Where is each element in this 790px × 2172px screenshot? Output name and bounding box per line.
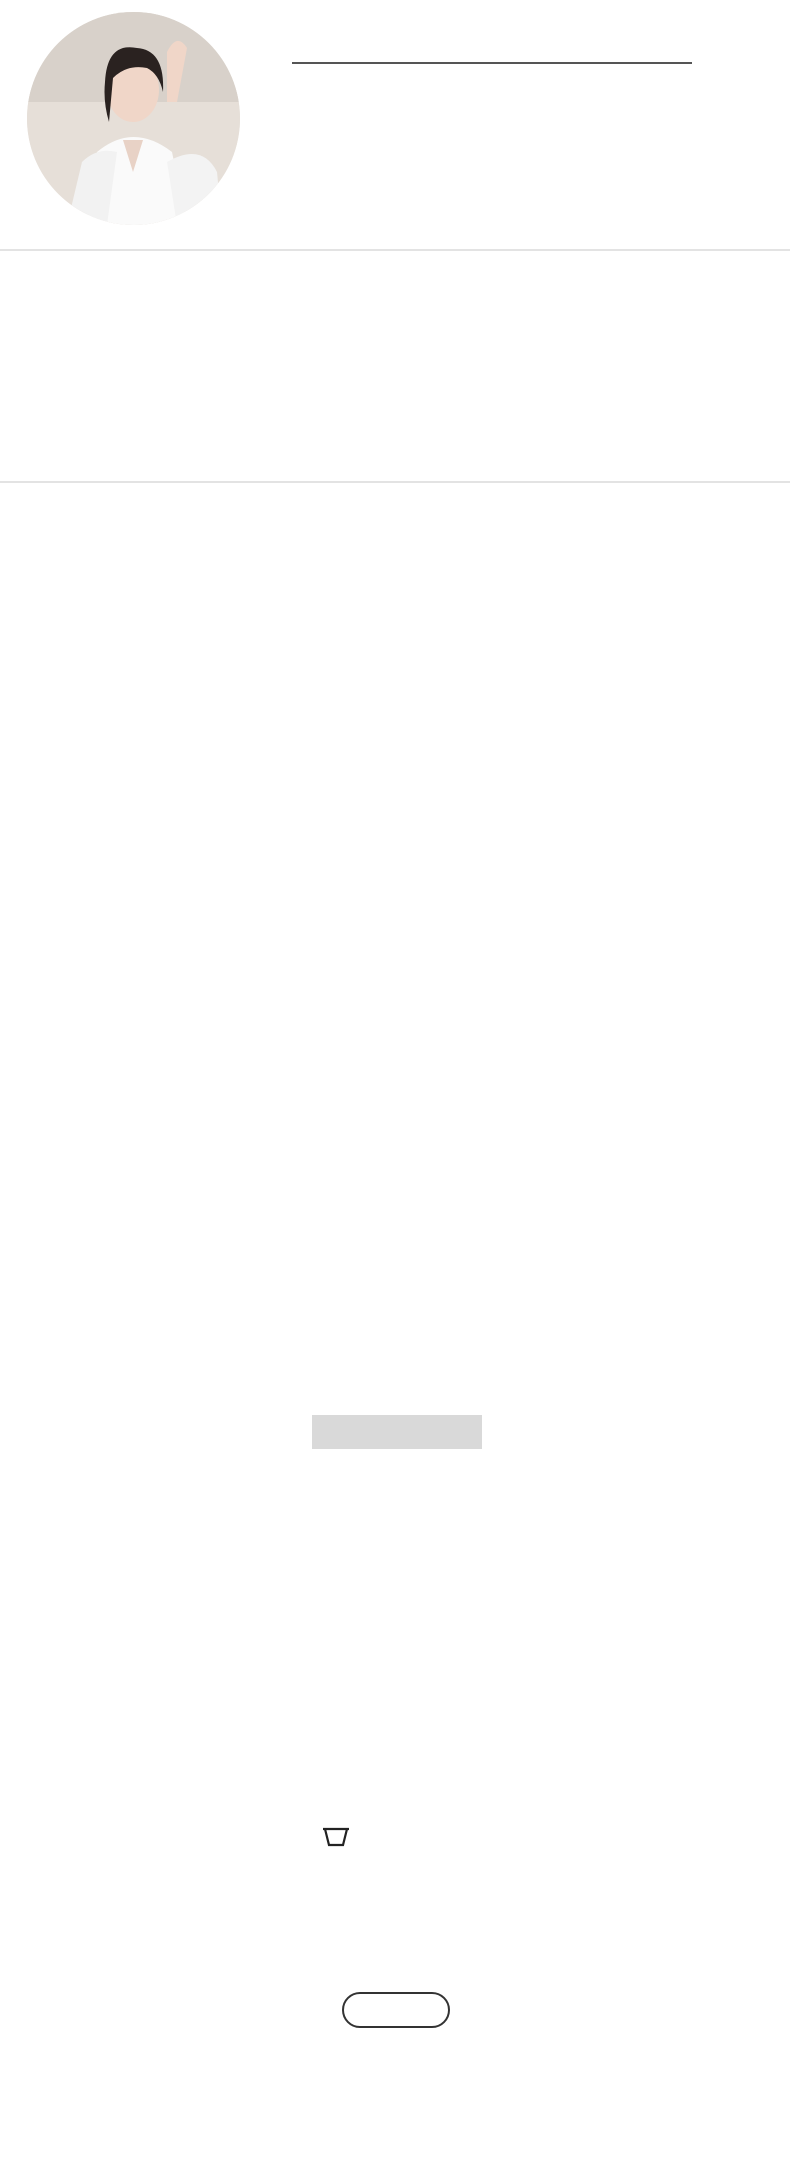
section-divider: [0, 481, 790, 483]
basin-icon: [322, 1826, 350, 1848]
tips-title: [342, 1992, 450, 2028]
model-photo: [27, 12, 240, 225]
section-divider: [0, 249, 790, 251]
title-divider: [292, 62, 692, 64]
tryon-title-cn: [312, 1415, 482, 1449]
